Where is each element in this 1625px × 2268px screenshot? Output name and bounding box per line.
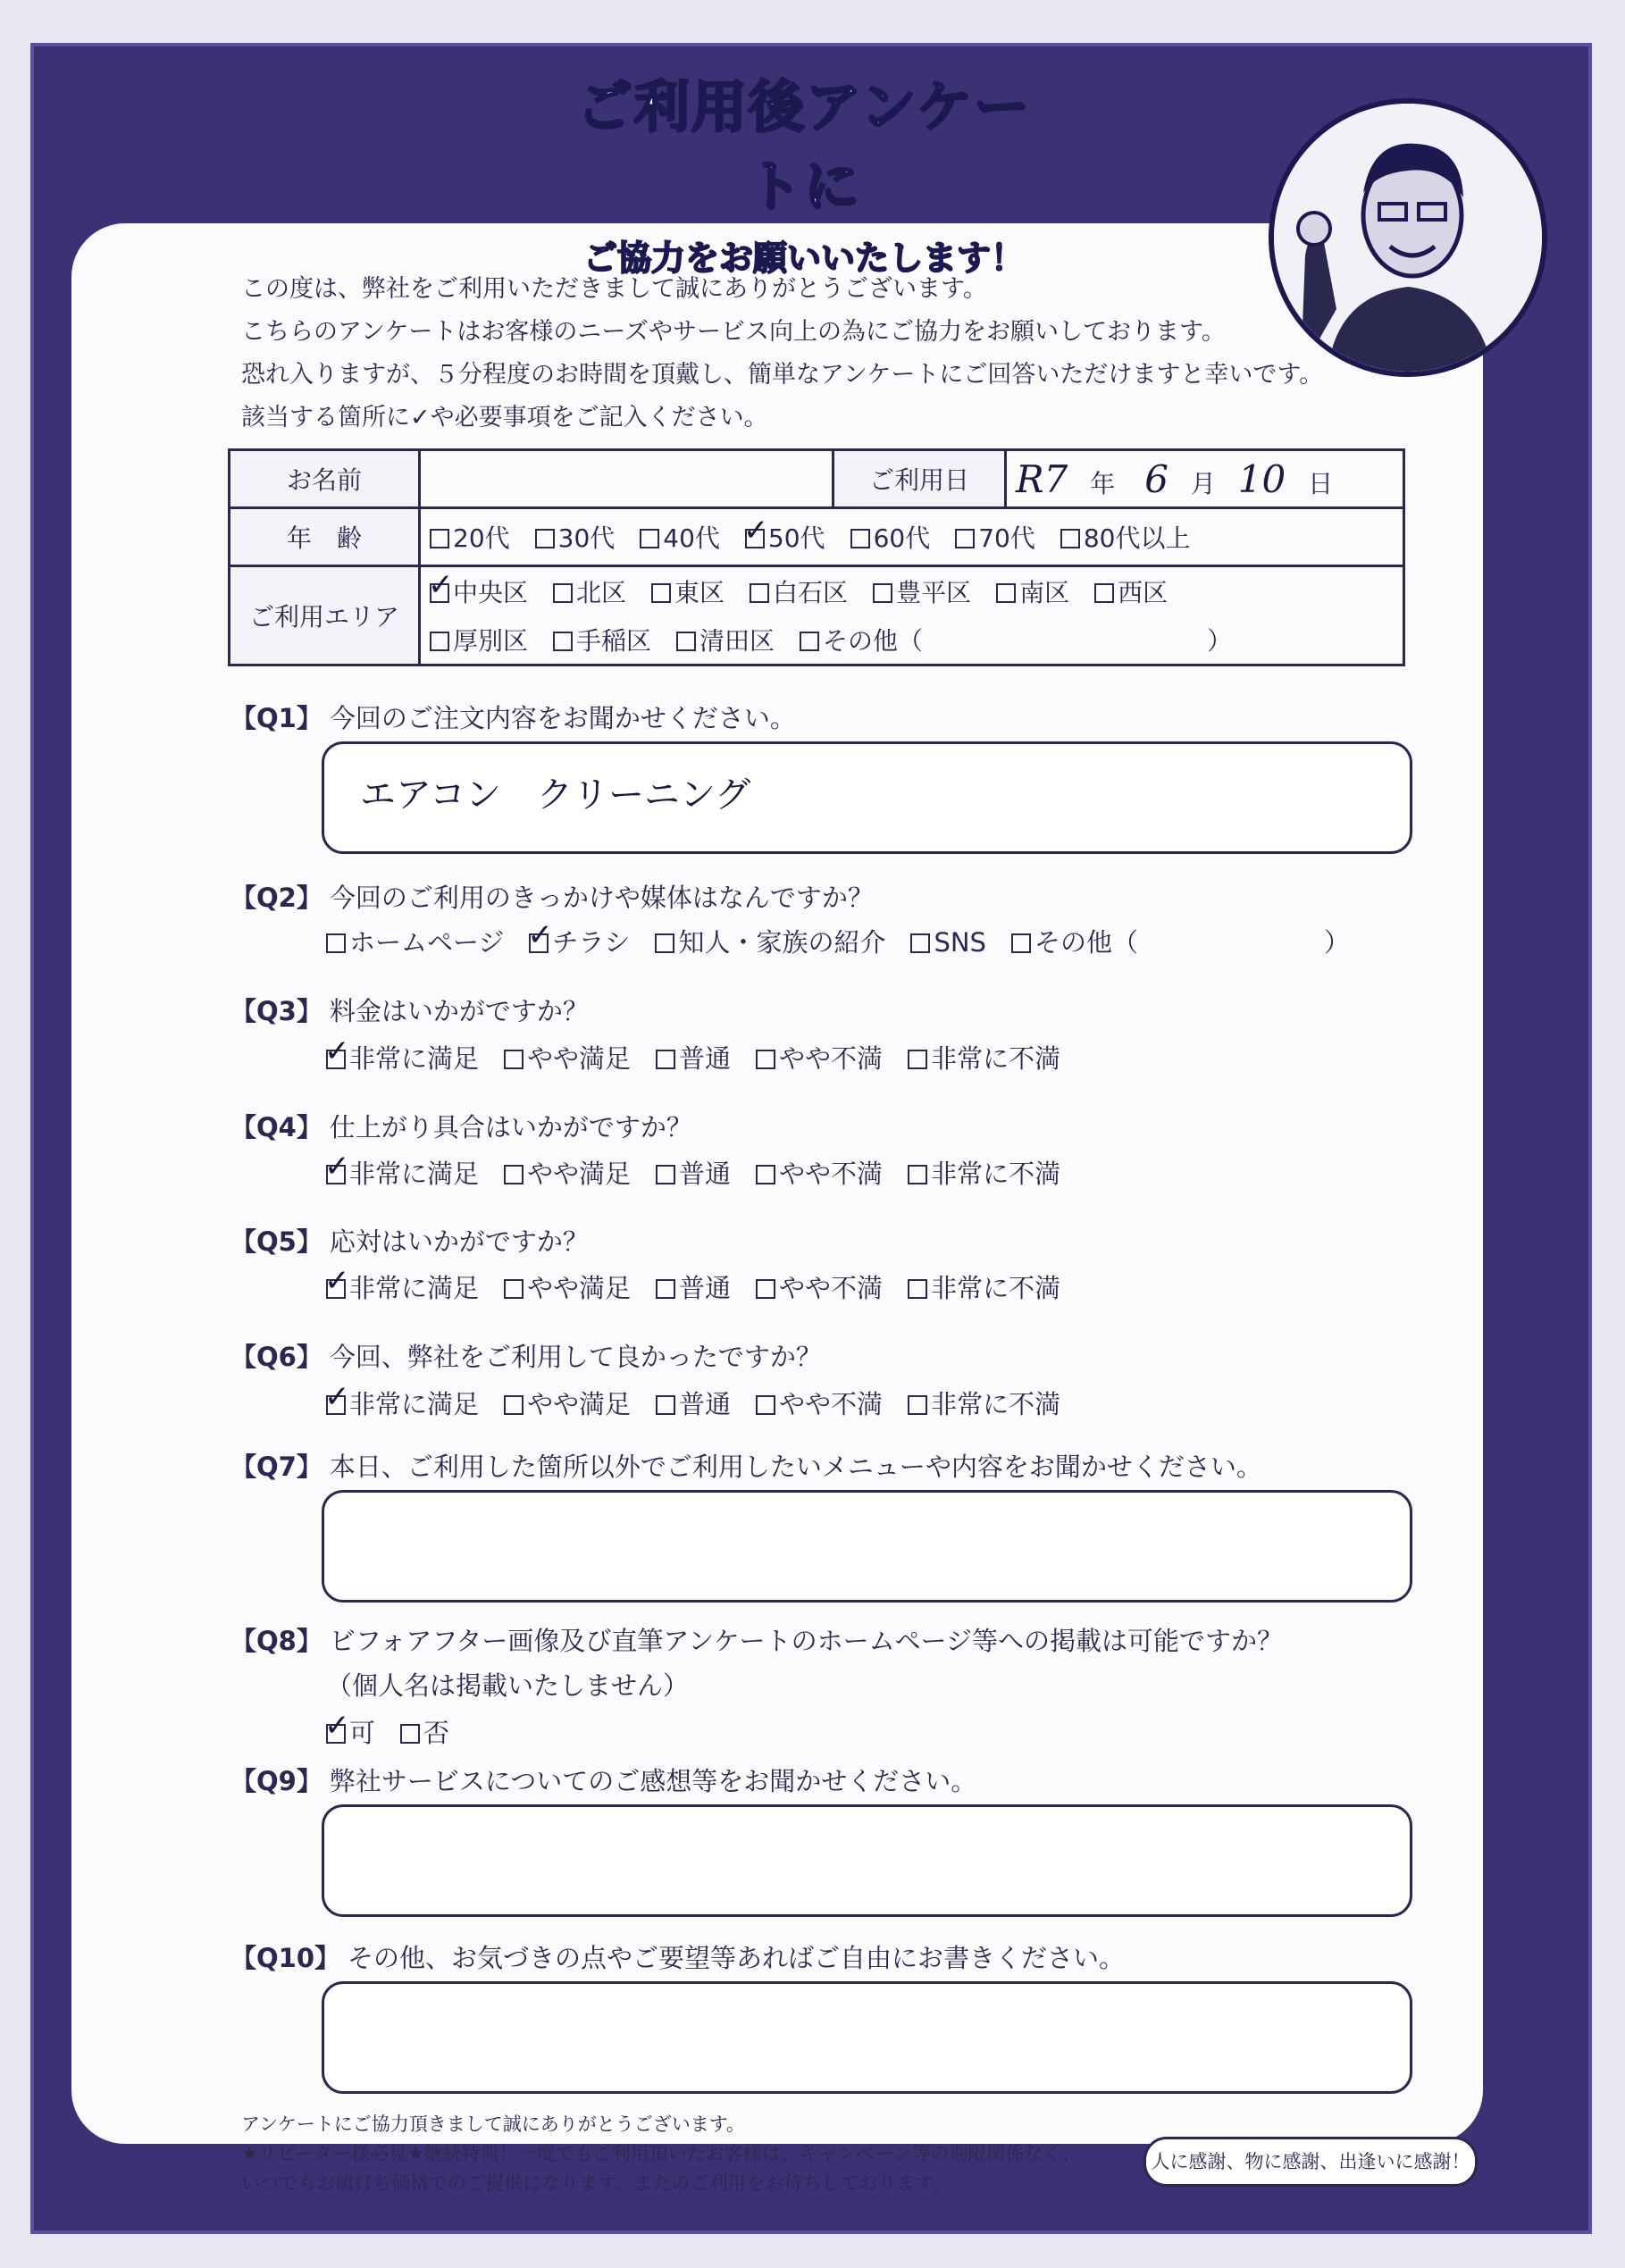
q6-options — [326, 1385, 1085, 1421]
option-label: ホームページ — [349, 927, 505, 958]
area-option[interactable] — [750, 578, 848, 607]
option-label: やや満足 — [527, 1273, 632, 1303]
rating-option[interactable] — [504, 1043, 631, 1074]
rating-option[interactable] — [908, 1043, 1060, 1074]
q8 — [230, 1621, 1283, 1658]
q6 — [230, 1337, 822, 1374]
name-field[interactable] — [420, 450, 833, 508]
option-label: 厚別区 — [453, 626, 529, 656]
date-day: 10 — [1237, 456, 1286, 501]
option-label: 80代以上 — [1083, 523, 1191, 553]
option-label: その他（ — [823, 626, 924, 656]
checkbox-icon[interactable] — [908, 1050, 927, 1069]
q7 — [230, 1447, 1262, 1484]
area-option[interactable] — [430, 626, 528, 656]
age-option[interactable] — [955, 523, 1035, 553]
checkbox-icon[interactable] — [504, 1279, 524, 1299]
q2-option[interactable] — [655, 927, 885, 958]
checkbox-icon[interactable] — [656, 1395, 675, 1415]
checkbox-icon[interactable] — [955, 529, 975, 548]
q9 — [230, 1762, 976, 1798]
option-label: やや満足 — [527, 1389, 632, 1419]
rating-option[interactable] — [326, 1043, 479, 1074]
option-label: その他（ — [1034, 927, 1138, 958]
rating-option[interactable] — [504, 1389, 631, 1419]
q8-option[interactable] — [400, 1718, 449, 1748]
rating-option[interactable] — [908, 1389, 1060, 1419]
date-label: ご利用日 — [833, 450, 1006, 508]
option-label: 非常に満足 — [349, 1273, 480, 1303]
intro-line: この度は、弊社をご利用いただきまして誠にありがとうございます。 — [241, 275, 987, 303]
option-label: 普通 — [679, 1389, 732, 1419]
checkbox-icon[interactable] — [873, 583, 892, 603]
intro-line: 恐れ入りますが、５分程度のお時間を頂戴し、簡単なアンケートにご回答いただけますと幸いです。 — [241, 361, 1324, 389]
option-label: 60代 — [873, 523, 931, 553]
area-options — [420, 566, 1404, 665]
option-label: 非常に満足 — [349, 1043, 480, 1074]
checkbox-icon[interactable] — [656, 1050, 675, 1069]
q2-text: 今回のご利用のきっかけや媒体はなんですか？ — [329, 883, 874, 913]
q6-text: 今回、弊社をご利用して良かったですか？ — [329, 1342, 822, 1372]
q8-option[interactable] — [326, 1718, 375, 1748]
checkbox-icon[interactable] — [326, 933, 346, 953]
q5-options — [326, 1268, 1085, 1305]
option-label: 白石区 — [773, 578, 849, 607]
checkbox-icon[interactable] — [1094, 583, 1114, 603]
date-year-unit: 年 — [1090, 468, 1116, 498]
checkbox-icon[interactable] — [756, 1279, 775, 1299]
option-label: 普通 — [679, 1159, 732, 1189]
q2-option[interactable] — [1011, 927, 1138, 958]
rating-option[interactable] — [326, 1389, 479, 1419]
q8-text: ビフォアフター画像及び直筆アンケートのホームページ等への掲載は可能ですか？ — [329, 1626, 1284, 1656]
age-option[interactable] — [535, 523, 616, 553]
option-label: やや不満 — [779, 1159, 884, 1189]
checkbox-icon[interactable] — [655, 933, 674, 953]
option-label: やや満足 — [527, 1043, 632, 1074]
q8-options — [326, 1713, 474, 1750]
q1 — [230, 699, 796, 735]
option-label: 50代 — [767, 523, 825, 553]
option-label: 否 — [423, 1718, 450, 1748]
intro-line: こちらのアンケートはお客様のニーズやサービス向上の為にご協力をお願いしております。 — [241, 318, 1226, 346]
footer-text — [241, 2110, 1080, 2198]
q2-option[interactable] — [910, 927, 986, 958]
option-label: 20代 — [453, 523, 510, 553]
checkbox-icon[interactable] — [651, 583, 671, 603]
survey-title — [554, 63, 1054, 280]
checkbox-icon[interactable] — [504, 1395, 524, 1415]
checkbox-icon[interactable] — [910, 933, 930, 953]
date-day-unit: 日 — [1308, 468, 1334, 498]
checkbox-icon[interactable] — [504, 1050, 524, 1069]
option-label: 豊平区 — [896, 578, 972, 607]
checkbox-icon[interactable] — [908, 1279, 927, 1299]
checkbox-icon[interactable] — [850, 529, 870, 548]
checkbox-icon[interactable] — [1011, 933, 1031, 953]
title-line2: ご協力をお願いいたします！ — [582, 239, 1025, 278]
age-label: 年 齢 — [230, 508, 420, 566]
motto-badge: 人に感謝、物に感謝、出逢いに感謝！ — [1143, 2137, 1478, 2187]
q2-number: 【Q2】 — [230, 883, 322, 913]
q7-answer-box[interactable] — [322, 1490, 1412, 1603]
intro-text — [241, 268, 1323, 439]
checkbox-icon[interactable] — [676, 632, 696, 651]
q2 — [230, 878, 874, 915]
option-label: 清田区 — [699, 626, 775, 656]
q1-answer-box[interactable] — [322, 741, 1412, 854]
checkbox-icon[interactable] — [908, 1165, 927, 1184]
rating-option[interactable] — [656, 1159, 731, 1189]
area-option[interactable] — [1094, 578, 1168, 607]
q8-note: （個人名は掲載いたしません） — [326, 1670, 690, 1701]
option-label: やや不満 — [779, 1043, 884, 1074]
option-label: やや満足 — [527, 1159, 632, 1189]
checkbox-icon[interactable] — [529, 933, 549, 953]
option-label: 可 — [349, 1718, 376, 1748]
date-month: 6 — [1144, 456, 1168, 501]
option-label: 70代 — [978, 523, 1035, 553]
q10-text: その他、お気づきの点やご要望等あればご自由にお書きください。 — [348, 1943, 1126, 1973]
option-label: 非常に不満 — [931, 1273, 1061, 1303]
rating-option[interactable] — [656, 1043, 731, 1074]
option-label: 30代 — [557, 523, 616, 553]
q7-text: 本日、ご利用した箇所以外でご利用したいメニューや内容をお聞かせください。 — [329, 1452, 1262, 1482]
name-label: お名前 — [230, 450, 420, 508]
checkbox-icon[interactable] — [535, 529, 555, 548]
area-option[interactable] — [676, 626, 775, 656]
area-option[interactable] — [996, 578, 1069, 607]
date-field[interactable] — [1006, 450, 1404, 508]
rating-option[interactable] — [656, 1273, 731, 1303]
q9-answer-box[interactable] — [322, 1804, 1412, 1917]
checkbox-icon[interactable] — [326, 1050, 346, 1069]
q10 — [230, 1938, 1125, 1975]
area-option[interactable] — [553, 626, 651, 656]
q1-number: 【Q1】 — [230, 703, 322, 733]
footer-line: ★リピーター様必見★継続特典！一度でもご利用頂いたお客様は、キャンペーン等の期限関係なく、 — [241, 2143, 1080, 2164]
intro-line: 該当する箇所に✓や必要事項をご記入ください。 — [241, 404, 768, 431]
rating-option[interactable] — [326, 1273, 479, 1303]
q3-text: 料金はいかがですか？ — [329, 996, 589, 1026]
q5-text: 応対はいかがですか？ — [329, 1226, 589, 1257]
option-label: 非常に不満 — [931, 1159, 1061, 1189]
rating-option[interactable] — [908, 1273, 1060, 1303]
q2-options — [326, 923, 1350, 959]
checkbox-icon[interactable] — [800, 632, 819, 651]
option-label: 知人・家族の紹介 — [678, 927, 886, 958]
option-label: 手稲区 — [576, 626, 652, 656]
checkbox-icon[interactable] — [326, 1165, 346, 1184]
option-label: 40代 — [663, 523, 720, 553]
checkbox-icon[interactable] — [640, 529, 659, 548]
q10-answer-box[interactable] — [322, 1981, 1412, 2094]
checkbox-icon[interactable] — [656, 1165, 675, 1184]
q4 — [230, 1108, 692, 1144]
checkbox-icon[interactable] — [756, 1165, 775, 1184]
area-option[interactable] — [651, 578, 725, 607]
date-month-unit: 月 — [1190, 468, 1216, 498]
q4-number: 【Q4】 — [230, 1112, 322, 1142]
q8-number: 【Q8】 — [230, 1626, 322, 1656]
area-label: ご利用エリア — [230, 566, 420, 665]
option-label: 非常に不満 — [931, 1043, 1061, 1074]
area-other-close: ） — [1207, 626, 1233, 656]
rating-option[interactable] — [756, 1043, 883, 1074]
q3-options — [326, 1039, 1085, 1075]
customer-info-table — [228, 448, 1405, 666]
area-option[interactable] — [430, 578, 528, 607]
footer-line: いつでもお値打ち価格でのご提供になります。またのご利用をお待ちしております。 — [241, 2172, 951, 2194]
rating-option[interactable] — [756, 1159, 883, 1189]
area-option[interactable] — [553, 578, 626, 607]
q10-number: 【Q10】 — [230, 1943, 341, 1973]
q3 — [230, 992, 589, 1028]
rating-option[interactable] — [756, 1273, 883, 1303]
q4-text: 仕上がり具合はいかがですか？ — [329, 1112, 692, 1142]
rating-option[interactable] — [504, 1273, 631, 1303]
age-options — [420, 508, 1404, 566]
q7-number: 【Q7】 — [230, 1452, 322, 1482]
date-era: R7 — [1016, 456, 1068, 501]
rating-option[interactable] — [756, 1389, 883, 1419]
option-label: 中央区 — [453, 578, 529, 607]
q2-option[interactable] — [529, 927, 630, 958]
q9-number: 【Q9】 — [230, 1766, 322, 1796]
option-label: SNS — [934, 927, 986, 958]
q6-number: 【Q6】 — [230, 1342, 322, 1372]
option-label: 普通 — [679, 1043, 732, 1074]
age-option[interactable] — [640, 523, 720, 553]
checkbox-icon[interactable] — [430, 632, 449, 651]
option-label: 非常に不満 — [931, 1389, 1061, 1419]
q1-text: 今回のご注文内容をお聞かせください。 — [329, 703, 796, 733]
option-label: 北区 — [576, 578, 627, 607]
checkbox-icon[interactable] — [908, 1395, 927, 1415]
checkbox-icon[interactable] — [553, 632, 573, 651]
option-label: 非常に満足 — [349, 1389, 480, 1419]
checkbox-icon[interactable] — [326, 1279, 346, 1299]
checkbox-icon[interactable] — [656, 1279, 675, 1299]
option-label: 東区 — [674, 578, 725, 607]
checkbox-icon[interactable] — [326, 1395, 346, 1415]
rating-option[interactable] — [326, 1159, 479, 1189]
checkbox-icon[interactable] — [756, 1050, 775, 1069]
area-option[interactable] — [800, 626, 923, 656]
q1-answer: エアコン クリーニング — [360, 774, 751, 816]
area-option[interactable] — [873, 578, 971, 607]
checkbox-icon[interactable] — [756, 1395, 775, 1415]
q3-number: 【Q3】 — [230, 996, 322, 1026]
age-option[interactable] — [430, 523, 510, 553]
q2-option[interactable] — [326, 927, 504, 958]
checkbox-icon[interactable] — [430, 529, 449, 548]
checkbox-icon[interactable] — [553, 583, 573, 603]
checkbox-icon[interactable] — [504, 1165, 524, 1184]
option-label: チラシ — [552, 927, 631, 958]
age-option[interactable] — [850, 523, 931, 553]
option-label: 西区 — [1118, 578, 1168, 607]
option-label: 非常に満足 — [349, 1159, 480, 1189]
checkbox-icon[interactable] — [1060, 529, 1080, 548]
option-label: 南区 — [1019, 578, 1070, 607]
q9-text: 弊社サービスについてのご感想等をお聞かせください。 — [329, 1766, 977, 1796]
q5 — [230, 1222, 589, 1259]
checkbox-icon[interactable] — [400, 1724, 420, 1744]
q5-number: 【Q5】 — [230, 1226, 322, 1257]
age-option[interactable] — [1060, 523, 1191, 553]
checkbox-icon[interactable] — [750, 583, 769, 603]
checkbox-icon[interactable] — [745, 529, 765, 548]
title-line1: ご利用後アンケートに — [576, 74, 1032, 219]
option-label: やや不満 — [779, 1389, 884, 1419]
option-label: やや不満 — [779, 1273, 884, 1303]
checkbox-icon[interactable] — [996, 583, 1016, 603]
q2-other-close: ） — [1323, 927, 1350, 958]
checkbox-icon[interactable] — [326, 1724, 346, 1744]
rating-option[interactable] — [656, 1389, 731, 1419]
option-label: 普通 — [679, 1273, 732, 1303]
rating-option[interactable] — [908, 1159, 1060, 1189]
footer-line: アンケートにご協力頂きまして誠にありがとうございます。 — [241, 2113, 746, 2135]
age-option[interactable] — [745, 523, 825, 553]
q4-options — [326, 1154, 1085, 1191]
checkbox-icon[interactable] — [430, 583, 449, 603]
rating-option[interactable] — [504, 1159, 631, 1189]
